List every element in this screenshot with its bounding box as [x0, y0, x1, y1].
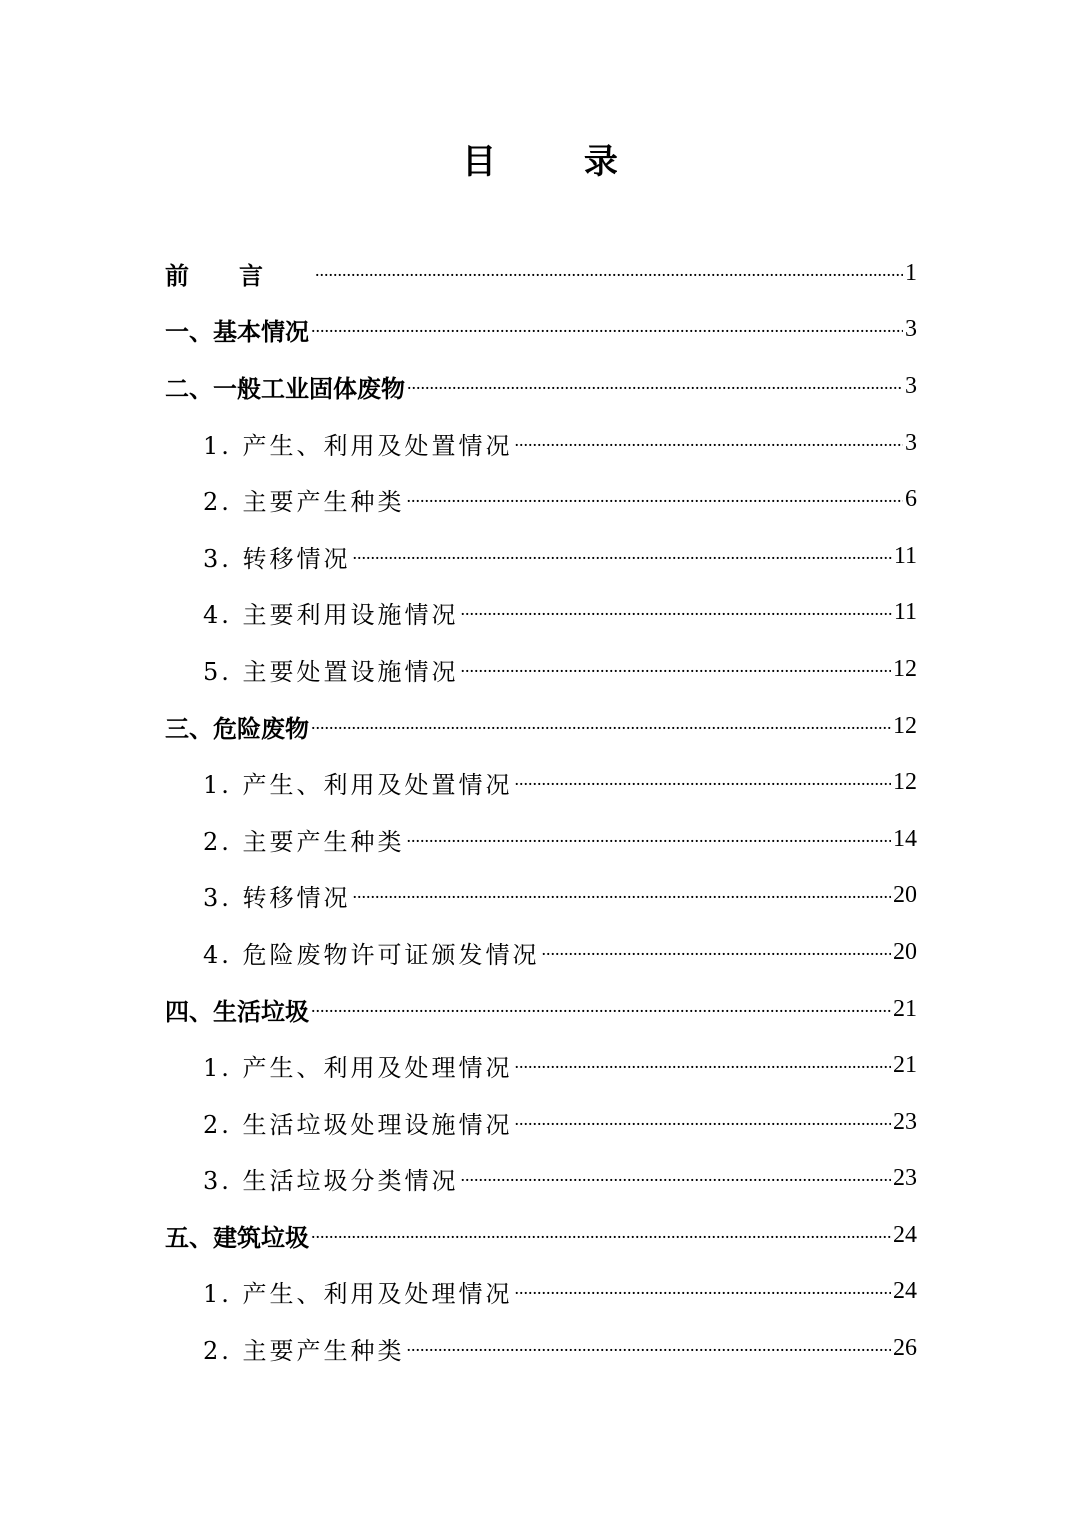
toc-entry-label: 2. 主要产生种类 [203, 1337, 405, 1366]
table-of-contents [165, 245, 917, 1377]
toc-entry-label: 2. 生活垃圾处理设施情况 [203, 1110, 513, 1139]
toc-entry-page: 24 [893, 1221, 917, 1248]
toc-entry-page: 3 [905, 429, 917, 456]
toc-entry-label: 4. 危险废物许可证颁发情况 [203, 940, 540, 969]
toc-entry-section[interactable] [165, 471, 917, 528]
toc-entry-label: 一、基本情况 [165, 318, 309, 347]
toc-entry-section[interactable] [165, 1151, 917, 1208]
dot-leader [515, 1048, 891, 1075]
toc-entry-page: 20 [893, 882, 917, 909]
dot-leader [353, 878, 891, 905]
toc-entry-label: 五、建筑垃圾 [165, 1223, 309, 1252]
toc-entry-label: 3. 转移情况 [203, 884, 351, 913]
toc-entry-section[interactable] [165, 528, 917, 585]
dot-leader [461, 652, 891, 679]
toc-entry-section[interactable] [165, 415, 917, 472]
toc-entry-section[interactable] [165, 1094, 917, 1151]
toc-entry-label: 1. 产生、利用及处置情况 [203, 431, 513, 460]
toc-entry-label: 1. 产生、利用及处理情况 [203, 1054, 513, 1083]
toc-entry-label: 1. 产生、利用及处理情况 [203, 1280, 513, 1309]
dot-leader [407, 1331, 891, 1358]
toc-entry-label: 二、一般工业固体废物 [165, 374, 405, 403]
dot-leader [311, 709, 891, 736]
toc-entry-page: 21 [893, 995, 917, 1022]
toc-entry-chapter[interactable] [165, 302, 917, 359]
toc-entry-label: 3. 生活垃圾分类情况 [203, 1167, 459, 1196]
toc-entry-section[interactable] [165, 1264, 917, 1321]
toc-entry-page: 20 [893, 938, 917, 965]
toc-entry-page: 21 [893, 1052, 917, 1079]
page-title: 目 录 [462, 142, 656, 182]
toc-entry-page: 11 [893, 542, 917, 569]
toc-entry-section[interactable] [165, 1320, 917, 1377]
toc-entry-page: 11 [893, 599, 917, 626]
toc-entry-label: 三、危险废物 [165, 714, 309, 743]
dot-leader [461, 1161, 891, 1188]
toc-entry-section[interactable] [165, 641, 917, 698]
toc-entry-page: 14 [893, 825, 917, 852]
toc-entry-preface[interactable] [165, 245, 917, 302]
toc-entry-page: 12 [893, 769, 917, 796]
toc-entry-page: 24 [893, 1278, 917, 1305]
toc-entry-page: 26 [893, 1335, 917, 1362]
toc-entry-page: 3 [905, 316, 917, 343]
toc-entry-section[interactable] [165, 811, 917, 868]
toc-entry-chapter[interactable] [165, 358, 917, 415]
toc-entry-label: 前言 [165, 261, 313, 290]
dot-leader [515, 1105, 891, 1132]
toc-entry-page: 3 [905, 372, 917, 399]
toc-entry-label: 5. 主要处置设施情况 [203, 657, 459, 686]
toc-entry-label: 2. 主要产生种类 [203, 827, 405, 856]
toc-entry-page: 23 [893, 1165, 917, 1192]
toc-entry-label: 四、生活垃圾 [165, 997, 309, 1026]
dot-leader [515, 1274, 891, 1301]
toc-entry-page: 1 [905, 259, 917, 286]
toc-entry-section[interactable] [165, 585, 917, 642]
toc-entry-chapter[interactable] [165, 1207, 917, 1264]
toc-entry-section[interactable] [165, 924, 917, 981]
toc-entry-label: 1. 产生、利用及处置情况 [203, 771, 513, 800]
toc-entry-section[interactable] [165, 868, 917, 925]
toc-entry-chapter[interactable] [165, 981, 917, 1038]
toc-entry-page: 12 [893, 712, 917, 739]
toc-entry-chapter[interactable] [165, 698, 917, 755]
dot-leader [353, 539, 892, 566]
dot-leader [407, 822, 891, 849]
dot-leader [311, 992, 891, 1019]
dot-leader [315, 256, 903, 283]
dot-leader [542, 935, 891, 962]
dot-leader [515, 765, 891, 792]
toc-entry-page: 23 [893, 1108, 917, 1135]
toc-entry-section[interactable] [165, 754, 917, 811]
toc-entry-label: 2. 主要产生种类 [203, 488, 405, 517]
toc-entry-page: 12 [893, 655, 917, 682]
toc-entry-label: 4. 主要利用设施情况 [203, 601, 459, 630]
toc-entry-label: 3. 转移情况 [203, 544, 351, 573]
dot-leader [515, 426, 903, 453]
dot-leader [311, 312, 903, 339]
toc-entry-page: 6 [905, 486, 917, 513]
dot-leader [407, 482, 903, 509]
dot-leader [407, 369, 903, 396]
dot-leader [311, 1218, 891, 1245]
toc-entry-section[interactable] [165, 1037, 917, 1094]
dot-leader [461, 595, 892, 622]
